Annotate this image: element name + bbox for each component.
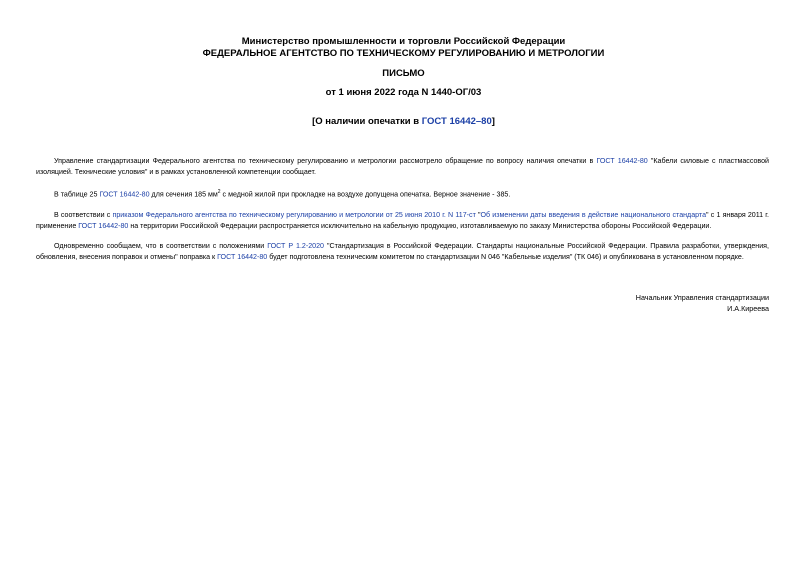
order-link[interactable]: приказом Федерального агентства по техническому регулированию и метрологии от 25 июня 2010 г. N 117-ст — [112, 211, 476, 219]
paragraph-appeal — [36, 156, 769, 178]
gost-r-link[interactable]: ГОСТ Р 1.2-2020 — [267, 242, 325, 250]
paragraph-text: "Стандартизация в Российской Федерации. Стандарты национальные Российской Федерации. Правила разработки, утверждения, обновления, внесения поправок и отмены" поправка к — [36, 242, 769, 261]
gost-link[interactable]: ГОСТ 16442-80 — [99, 190, 150, 199]
paragraph-text: Одновременно сообщаем, что в соответствии с положениями — [54, 242, 268, 250]
superscript: 2 — [217, 189, 221, 195]
paragraph-text: с медной жилой при прокладке на воздухе допущена опечатка. Верное значение - 385. — [220, 190, 511, 199]
paragraph-text: будет подготовлена техническим комитетом по стандартизации N 046 "Кабельные изделия" (ТК 046) и опубликована в установленном порядке. — [267, 253, 744, 261]
paragraph-text: В соответствии с — [54, 211, 113, 219]
title-gost-link[interactable]: ГОСТ 16442–80 — [421, 116, 492, 127]
paragraph-text: на территории Российской Федерации распространяется исключительно на кабельную продукцию, изготавливаемую по заказу Министерства обороны Российской Федерации. — [128, 222, 712, 230]
signatory-position: Начальник Управления стандартизации — [635, 293, 769, 302]
signatory-name: И.А.Киреева — [727, 304, 769, 313]
signature-block — [636, 292, 769, 314]
title-prefix: [О наличии опечатки в — [312, 116, 422, 127]
gost-link[interactable]: ГОСТ 16442-80 — [596, 157, 648, 165]
gost-link[interactable]: ГОСТ 16442-80 — [78, 222, 129, 230]
order-title-link[interactable]: Об изменении даты введения в действие национального стандарта — [480, 211, 707, 219]
gost-link[interactable]: ГОСТ 16442-80 — [217, 253, 268, 261]
document-type: ПИСЬМО — [382, 68, 425, 79]
paragraph-typo — [36, 187, 769, 200]
paragraph-text: Управление стандартизации Федерального агентства по техническому регулированию и метрологии рассмотрело обращение по вопросу наличия опечатки в — [54, 157, 597, 165]
paragraph-amendment — [36, 241, 769, 263]
agency-name: ФЕДЕРАЛЬНОЕ АГЕНТСТВО ПО ТЕХНИЧЕСКОМУ РЕГУЛИРОВАНИЮ И МЕТРОЛОГИИ — [202, 48, 605, 59]
paragraph-text: В таблице 25 — [54, 190, 100, 199]
title-suffix: ] — [491, 116, 495, 127]
paragraph-text: " с 1 января 2011 г. применение — [36, 211, 769, 230]
paragraph-text: " — [475, 211, 481, 219]
paragraph-text: для сечения 185 мм — [149, 190, 218, 199]
ministry-name: Министерство промышленности и торговли Российской Федерации — [241, 36, 566, 47]
paragraph-order — [36, 210, 769, 232]
document-header — [0, 36, 807, 60]
document-title — [0, 116, 807, 127]
paragraph-text: "Кабели силовые с пластмассовой изоляцией. Технические условия" и в рамках установленной компетенции сообщает. — [36, 157, 769, 176]
document-date-number: от 1 июня 2022 года N 1440-ОГ/03 — [325, 87, 482, 98]
